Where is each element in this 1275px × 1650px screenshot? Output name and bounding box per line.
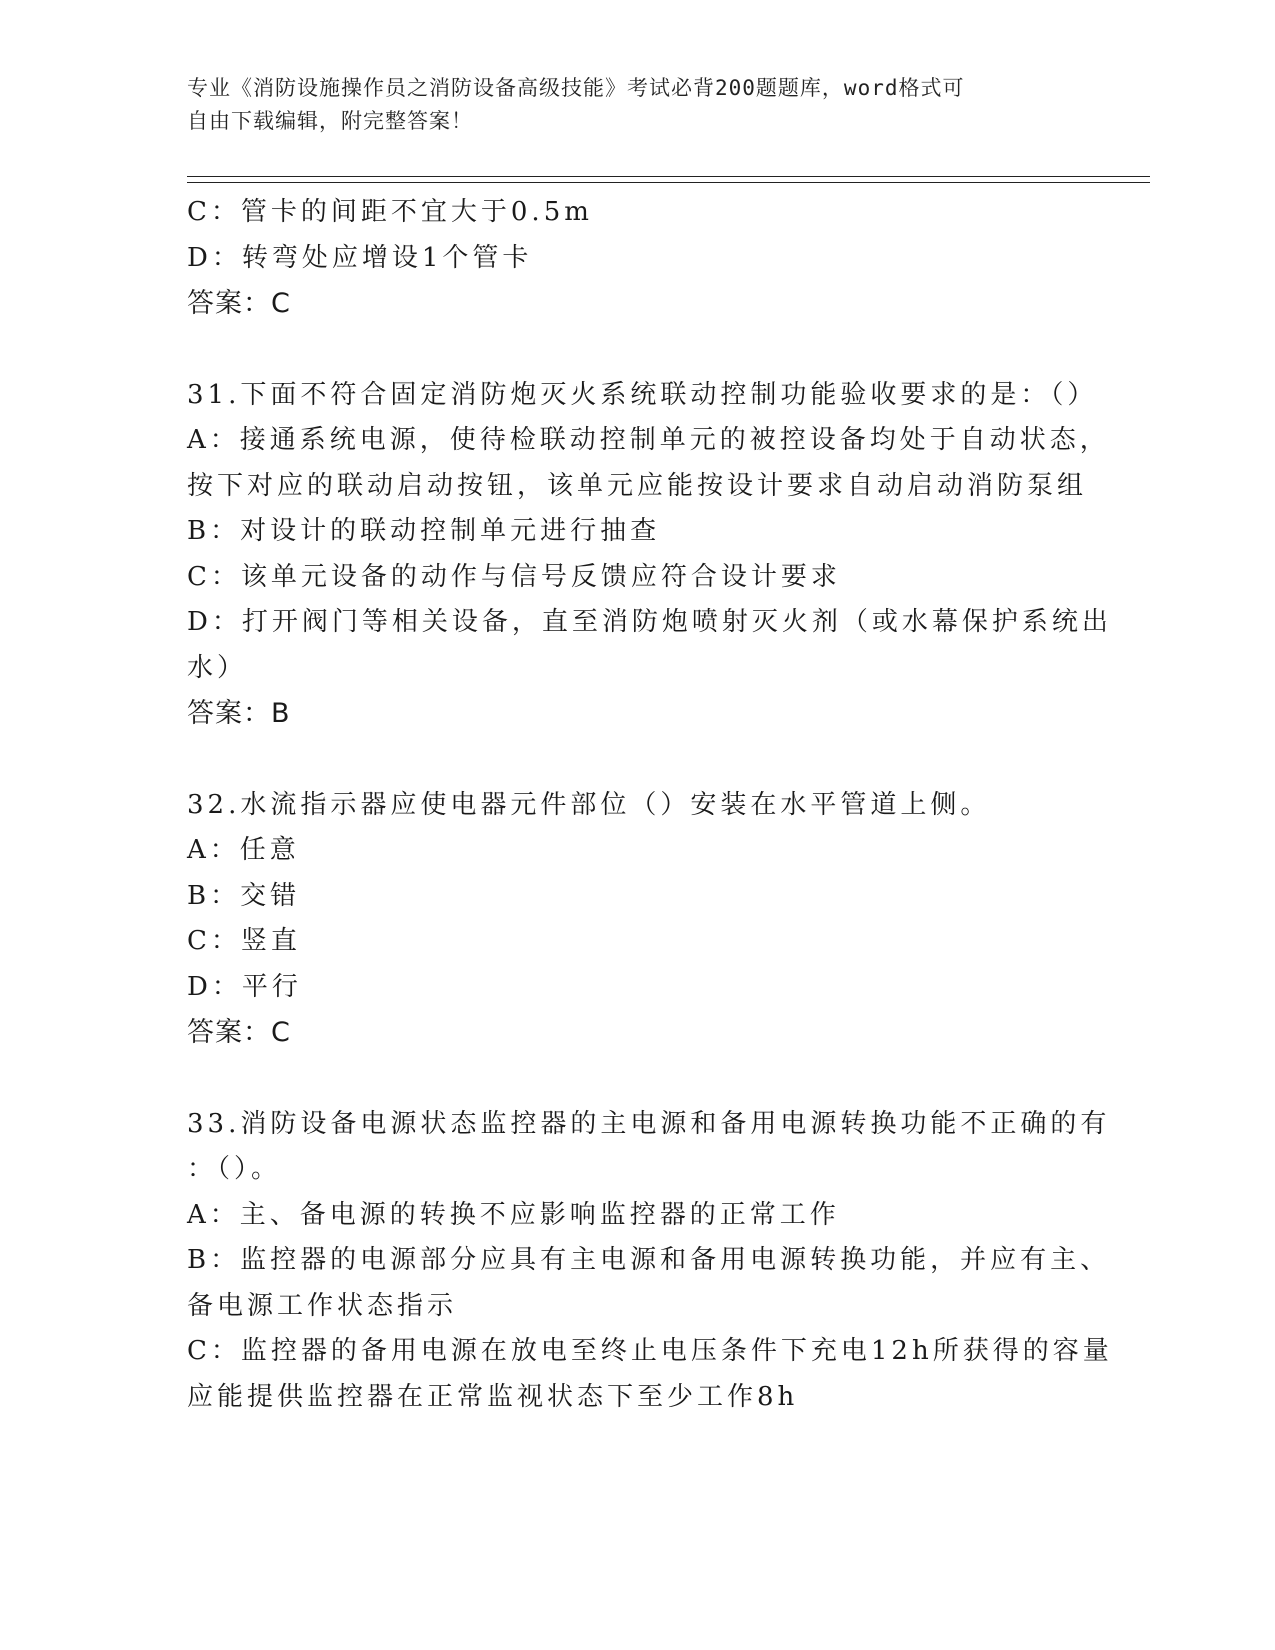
question-text: 33.消防设备电源状态监控器的主电源和备用电源转换功能不正确的有	[187, 1108, 1111, 1139]
header-title-line-2: 自由下载编辑，附完整答案！	[187, 109, 473, 133]
option-d: D：打开阀门等相关设备，直至消防炮喷射灭火剂（或水幕保护系统出	[187, 607, 1112, 637]
option-c: C：监控器的备用电源在放电至终止电压条件下充电12h所获得的容量	[187, 1336, 1113, 1366]
option-d: D：平行	[187, 971, 302, 1002]
option-c: C：该单元设备的动作与信号反馈应符合设计要求	[187, 561, 841, 592]
header-title-line-1: 专业《消防设施操作员之消防设备高级技能》考试必背200题题库，word格式可	[187, 76, 965, 100]
option-c: C：竖直	[187, 926, 301, 956]
option-c-continued: 应能提供监控器在正常监视状态下至少工作8h	[187, 1381, 799, 1412]
option-b: B：监控器的电源部分应具有主电源和备用电源转换功能，并应有主、	[187, 1245, 1111, 1275]
answer-label: 答案：C	[187, 1017, 291, 1048]
question-text: 32.水流指示器应使电器元件部位（）安装在水平管道上侧。	[187, 789, 991, 820]
option-d-continued: 水）	[187, 652, 248, 683]
option-c: C：管卡的间距不宜大于0.5m	[187, 197, 593, 227]
header-divider	[187, 176, 1150, 183]
option-d: D：转弯处应增设1个管卡	[187, 242, 533, 273]
option-a: A：任意	[187, 835, 300, 865]
option-b-continued: 备电源工作状态指示	[187, 1290, 458, 1321]
option-a: A：接通系统电源，使待检联动控制单元的被控设备均处于自动状态，	[187, 425, 1110, 455]
answer-label: 答案：C	[187, 288, 291, 319]
spacer	[187, 1056, 1087, 1102]
question-32	[187, 783, 1087, 1056]
spacer	[187, 737, 1087, 783]
previous-question-tail	[187, 190, 1087, 327]
question-list	[187, 190, 1113, 1420]
question-text: 31.下面不符合固定消防炮灭火系统联动控制功能验收要求的是：（）	[187, 379, 1098, 410]
option-a: A：主、备电源的转换不应影响监控器的正常工作	[187, 1199, 840, 1230]
option-a-continued: 按下对应的联动启动按钮，该单元应能按设计要求自动启动消防泵组	[187, 470, 1088, 501]
answer-label: 答案：B	[187, 698, 291, 729]
page-header	[187, 72, 1067, 138]
option-b: B：交错	[187, 880, 301, 911]
option-b: B：对设计的联动控制单元进行抽查	[187, 516, 661, 546]
spacer	[187, 327, 1087, 373]
question-33	[187, 1102, 1113, 1421]
question-text-continued: ：（）。	[187, 1154, 282, 1184]
question-31	[187, 373, 1112, 737]
